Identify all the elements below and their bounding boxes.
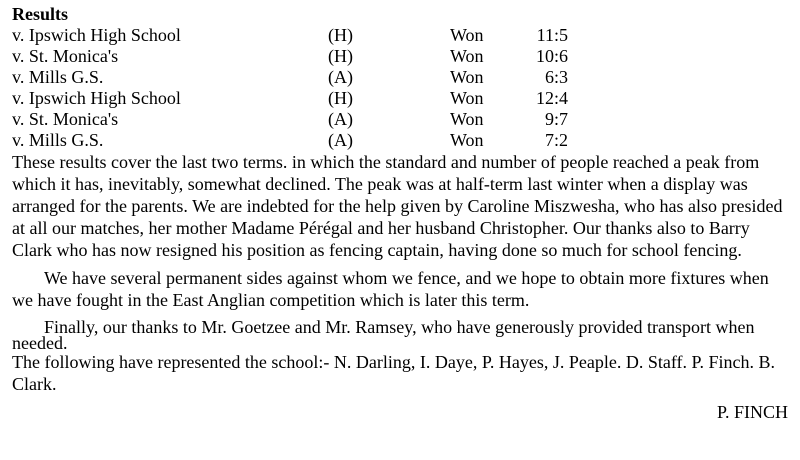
thanks-paragraph: Finally, our thanks to Mr. Goetzee and Mr. Ramsey, who have generously provided transport when needed.: [12, 317, 755, 353]
opponent-cell: v. Mills G.S.: [12, 130, 104, 150]
venue-cell: (A): [328, 109, 353, 129]
outcome-cell: Won: [450, 130, 484, 150]
table-row: [12, 88, 792, 109]
signature: P. FINCH: [716, 402, 788, 422]
venue-cell: (A): [328, 67, 353, 87]
outcome-cell: Won: [450, 88, 484, 108]
summary-paragraph: These results cover the last two terms. in which the standard and number of people reached a peak from which it has, inevitably, somewhat declined. The peak was at half-term last winter when a display was arranged for the parents. We are indebted for the help given by Caroline Miszwesha, who has also presided at all our matches, her mother Madame Pérégal and her husband Christopher. Our thanks also to Barry Clark who has now resigned his position as fencing captain, having done so much for school fencing.: [12, 152, 783, 260]
outcome-cell: Won: [450, 25, 484, 45]
table-row: [12, 46, 792, 67]
table-row: [12, 67, 792, 88]
represented-paragraph: The following have represented the school:- N. Darling, I. Daye, P. Hayes, J. Peaple. D. Staff. P. Finch. B. Clark.: [12, 352, 776, 394]
table-row: [12, 25, 792, 46]
outcome-cell: Won: [450, 46, 484, 66]
score-cell: 10:6: [535, 46, 568, 66]
results-heading: Results: [12, 4, 69, 24]
table-row: [12, 130, 792, 151]
score-cell: 12:4: [535, 88, 568, 108]
outcome-cell: Won: [450, 109, 484, 129]
venue-cell: (H): [328, 46, 353, 66]
venue-cell: (H): [328, 88, 353, 108]
opponent-cell: v. Ipswich High School: [12, 25, 181, 45]
results-table: [12, 25, 792, 151]
sides-paragraph: We have several permanent sides against whom we fence, and we hope to obtain more fixtures when we have fought in the East Anglian competition which is later this term.: [12, 268, 769, 310]
document-page: [12, 4, 792, 423]
score-cell: 9:7: [544, 109, 568, 129]
score-cell: 7:2: [544, 130, 568, 150]
table-row: [12, 109, 792, 130]
opponent-cell: v. St. Monica's: [12, 109, 119, 129]
venue-cell: (H): [328, 25, 353, 45]
score-cell: 6:3: [544, 67, 568, 87]
opponent-cell: v. Mills G.S.: [12, 67, 104, 87]
opponent-cell: v. Ipswich High School: [12, 88, 181, 108]
opponent-cell: v. St. Monica's: [12, 46, 119, 66]
venue-cell: (A): [328, 130, 353, 150]
score-cell: 11:5: [536, 25, 568, 45]
outcome-cell: Won: [450, 67, 484, 87]
